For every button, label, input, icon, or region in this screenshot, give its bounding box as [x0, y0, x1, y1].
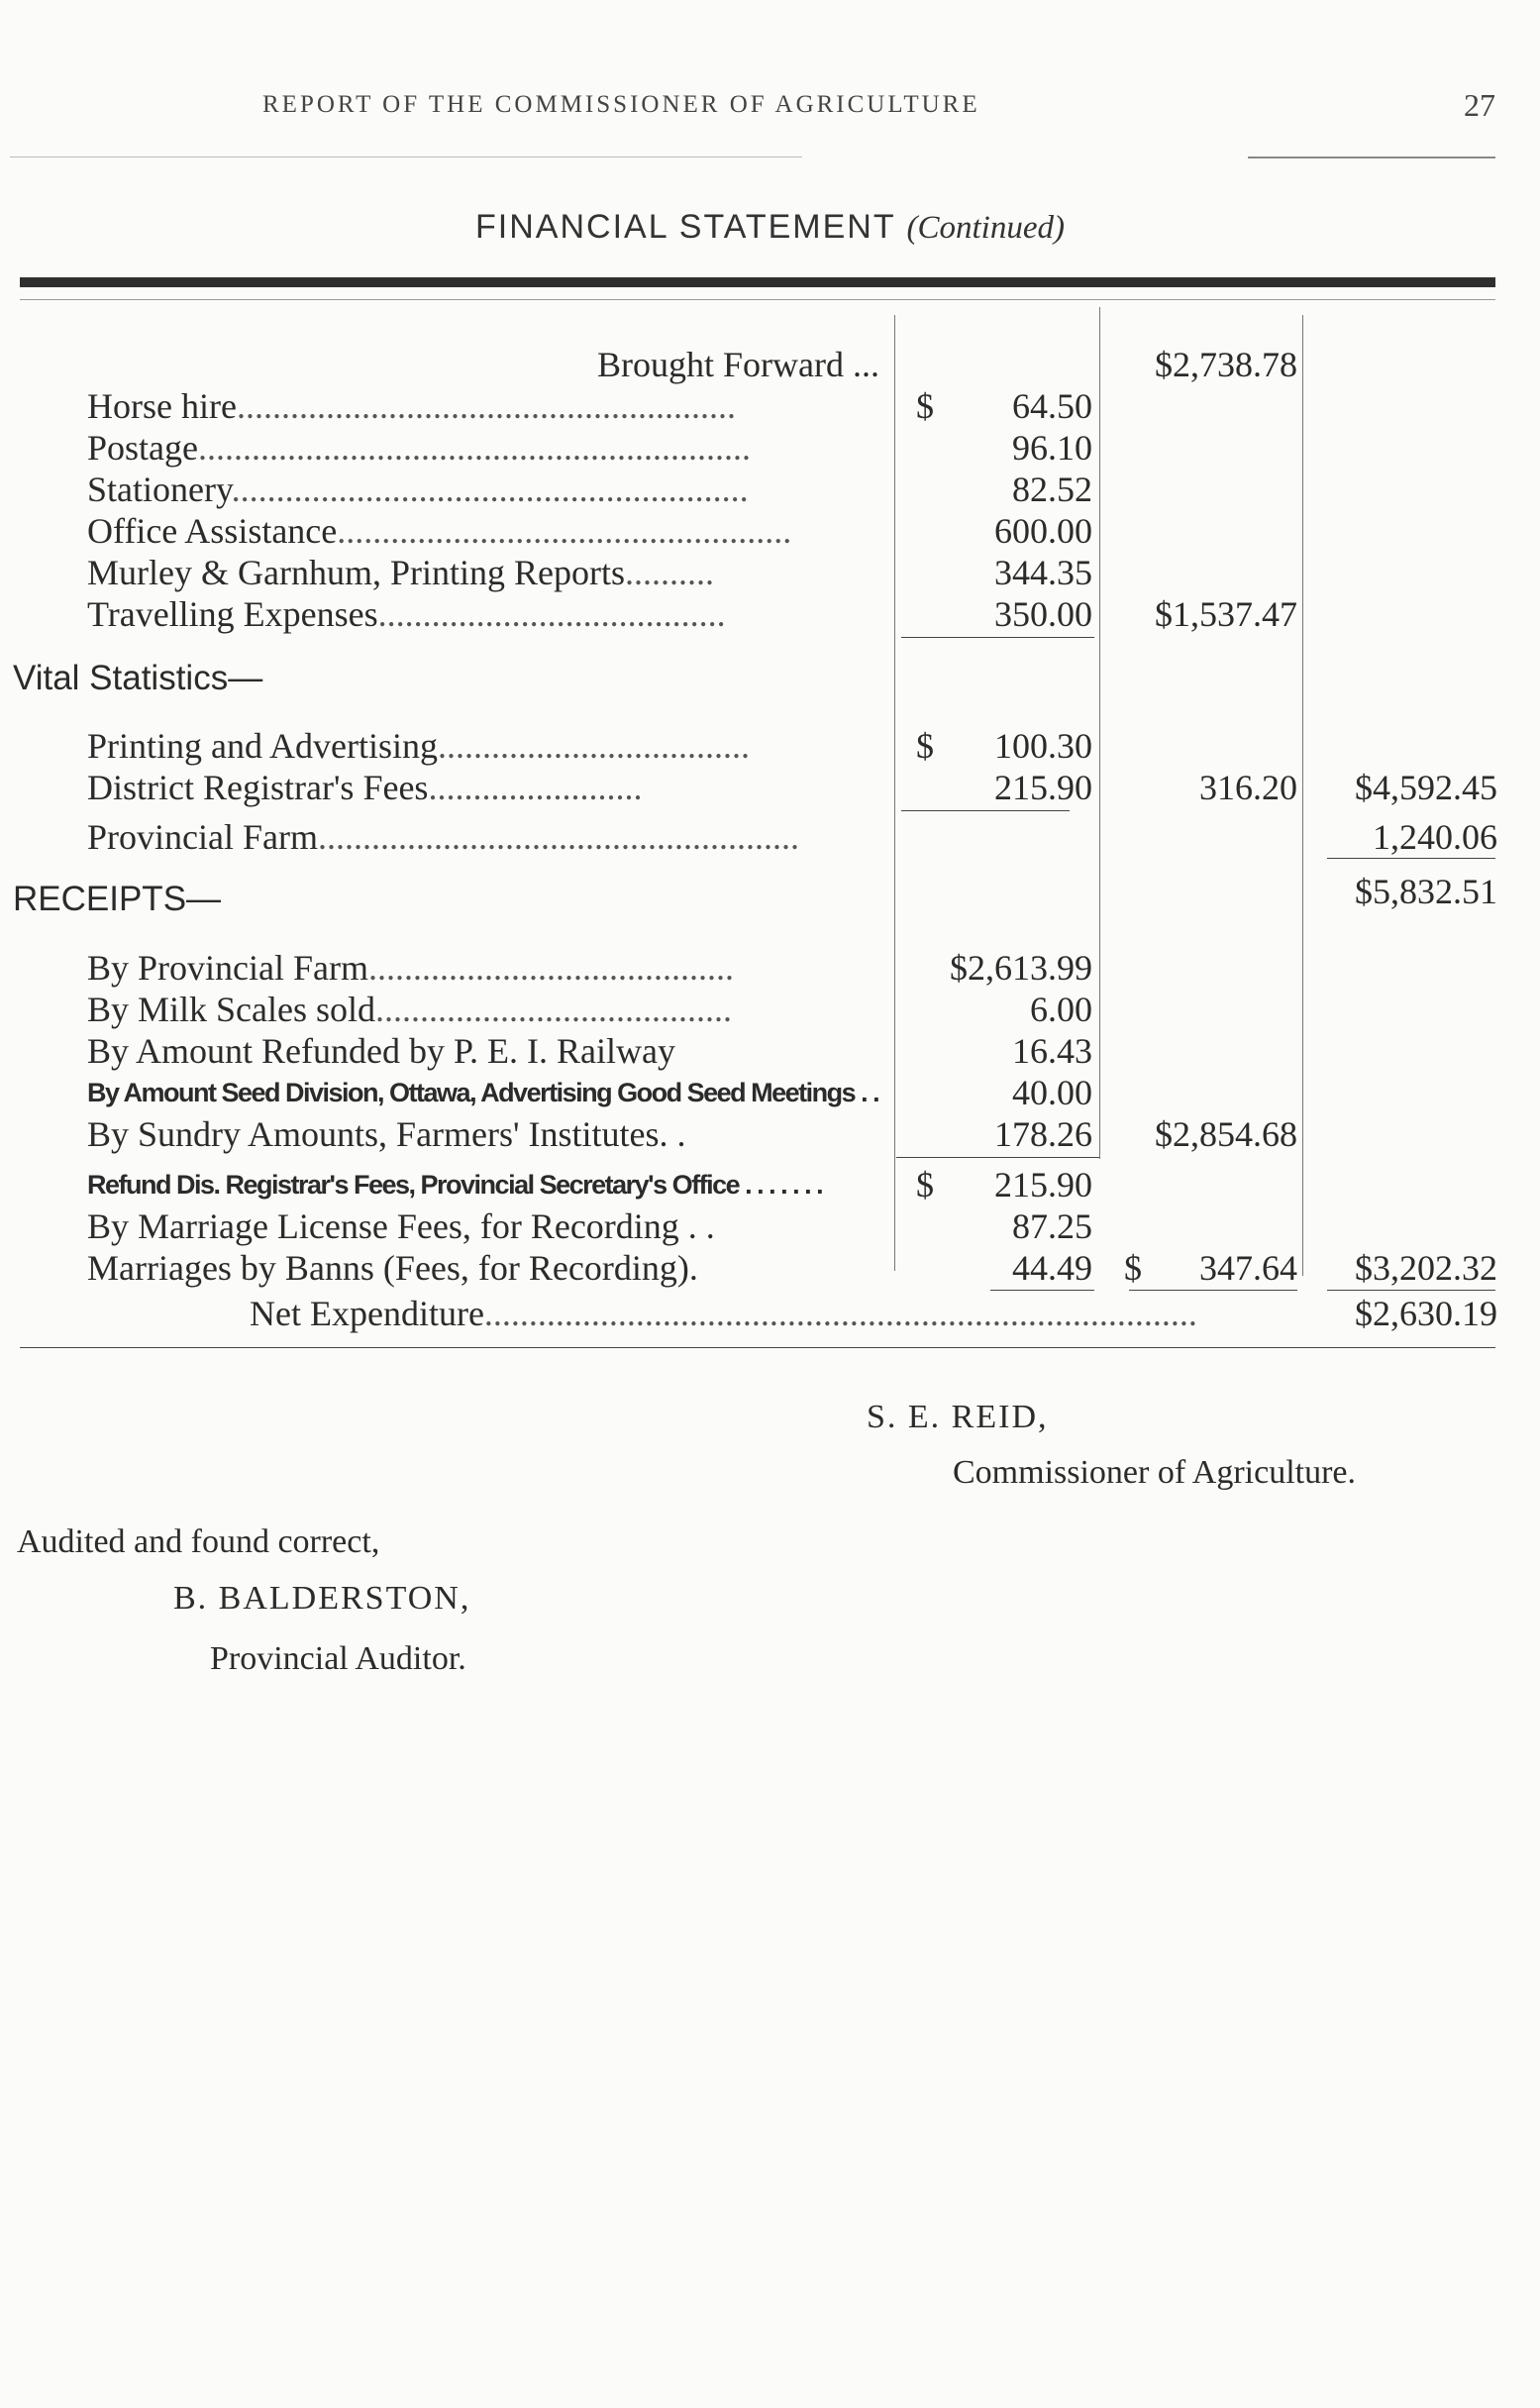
brought-forward-row: [0, 345, 1540, 384]
receipts-heading: RECEIPTS—: [13, 880, 222, 918]
row-amount: 6.00: [1030, 990, 1092, 1029]
row-amount: $2,613.99: [950, 948, 1092, 988]
row-label: By Provincial Farm.........................................: [87, 948, 734, 988]
row-label: Postage..............................................................: [87, 428, 751, 468]
row-amount: 16.43: [1012, 1031, 1092, 1071]
row-amount: 178.26: [994, 1114, 1092, 1154]
total-rule: [1327, 1290, 1495, 1291]
table-row: [0, 428, 1540, 468]
row-amount: 87.25: [1012, 1206, 1092, 1246]
table-row: [0, 1114, 1540, 1154]
page-number: 27: [1464, 87, 1495, 123]
dollar-sign: $: [916, 726, 934, 766]
row-amount: 82.52: [1012, 470, 1092, 509]
subtotal-rule: [1129, 1290, 1297, 1291]
row-amount: 350.00: [994, 594, 1092, 634]
dollar-sign: $: [1124, 1248, 1142, 1288]
commissioner-title: Commissioner of Agriculture.: [953, 1454, 1357, 1491]
audit-statement: Audited and found correct,: [17, 1523, 380, 1560]
table-row: [0, 768, 1540, 807]
row-label: Stationery..........................................................: [87, 470, 749, 509]
row-label: Murley & Garnhum, Printing Reports..........: [87, 553, 714, 592]
net-expenditure-label: Net Expenditure................................................................................: [250, 1294, 1197, 1333]
row-label: Horse hire........................................................: [87, 386, 736, 426]
row-label: Travelling Expenses.......................................: [87, 594, 726, 634]
receipts-heading-row: [0, 872, 1540, 918]
running-header: REPORT OF THE COMMISSIONER OF AGRICULTURE: [262, 91, 980, 118]
total-amount: $4,592.45: [1355, 768, 1497, 807]
title-text: FINANCIAL STATEMENT: [475, 208, 896, 246]
brought-forward-label: Brought Forward ...: [597, 345, 879, 384]
row-label: Refund Dis. Registrar's Fees, Provincial Secretary's Office . . . . . . .: [87, 1170, 823, 1200]
row-label: By Sundry Amounts, Farmers' Institutes. .: [87, 1114, 686, 1154]
row-amount: 344.35: [994, 553, 1092, 592]
net-expenditure-amount: $2,630.19: [1355, 1294, 1497, 1333]
subtotal-amount: $1,537.47: [1155, 594, 1297, 634]
auditor-title: Provincial Auditor.: [210, 1640, 466, 1677]
auditor-name: B. BALDERSTON,: [173, 1580, 471, 1617]
row-label: By Amount Seed Division, Ottawa, Advertising Good Seed Meetings . .: [87, 1078, 879, 1107]
row-label: Office Assistance...................................................: [87, 511, 792, 551]
row-label: District Registrar's Fees........................: [87, 768, 643, 807]
bottom-rule: [20, 1347, 1495, 1348]
row-label: By Amount Refunded by P. E. I. Railway: [87, 1031, 675, 1071]
dollar-sign: $: [916, 386, 934, 426]
table-row: [0, 553, 1540, 592]
table-row: [0, 1248, 1540, 1288]
row-label: Printing and Advertising...................................: [87, 726, 750, 766]
total-rule: [1327, 858, 1495, 859]
table-row: [0, 594, 1540, 634]
total-amount: 1,240.06: [1373, 817, 1497, 857]
net-expenditure-row: [0, 1294, 1540, 1333]
vital-heading-row: [0, 659, 1540, 698]
table-row: [0, 386, 1540, 426]
row-amount: 64.50: [1012, 386, 1092, 426]
table-row: [0, 1073, 1540, 1112]
row-amount: 40.00: [1012, 1073, 1092, 1112]
row-amount: 100.30: [994, 726, 1092, 766]
brought-forward-amount: $2,738.78: [1155, 345, 1297, 384]
table-row: [0, 1031, 1540, 1071]
table-row: [0, 1206, 1540, 1246]
statement-title: [0, 208, 1540, 247]
row-label: Provincial Farm......................................................: [87, 817, 799, 857]
row-label: By Milk Scales sold........................................: [87, 990, 733, 1029]
table-row: [0, 726, 1540, 766]
subtotal-rule: [901, 810, 1070, 811]
dollar-sign: $: [916, 1165, 934, 1204]
title-thin-rule: [20, 299, 1495, 300]
row-amount: 96.10: [1012, 428, 1092, 468]
title-suffix: (Continued): [906, 210, 1065, 246]
title-thick-rule: [20, 277, 1495, 287]
subtotal-rule: [901, 637, 1094, 638]
table-row: [0, 990, 1540, 1029]
table-row: [0, 817, 1540, 857]
subtotal-rule: [896, 1157, 1099, 1158]
vital-statistics-heading: Vital Statistics—: [13, 659, 263, 697]
subtotal-amount: $2,854.68: [1155, 1114, 1297, 1154]
table-row: [0, 470, 1540, 509]
header-rule-right: [1248, 157, 1495, 158]
row-amount: 215.90: [994, 768, 1092, 807]
table-row: [0, 948, 1540, 988]
gross-total: $5,832.51: [1355, 872, 1497, 911]
row-label: By Marriage License Fees, for Recording . .: [87, 1206, 715, 1246]
table-row: [0, 511, 1540, 551]
row-label: Marriages by Banns (Fees, for Recording).: [87, 1248, 698, 1288]
row-amount: 600.00: [994, 511, 1092, 551]
subtotal-rule: [990, 1290, 1094, 1291]
total-amount: $3,202.32: [1355, 1248, 1497, 1288]
subtotal-amount: 347.64: [1199, 1248, 1297, 1288]
subtotal-amount: 316.20: [1199, 768, 1297, 807]
row-amount: 215.90: [994, 1165, 1092, 1204]
row-amount: 44.49: [1012, 1248, 1092, 1288]
commissioner-name: S. E. REID,: [867, 1399, 1049, 1435]
table-row: [0, 1165, 1540, 1204]
